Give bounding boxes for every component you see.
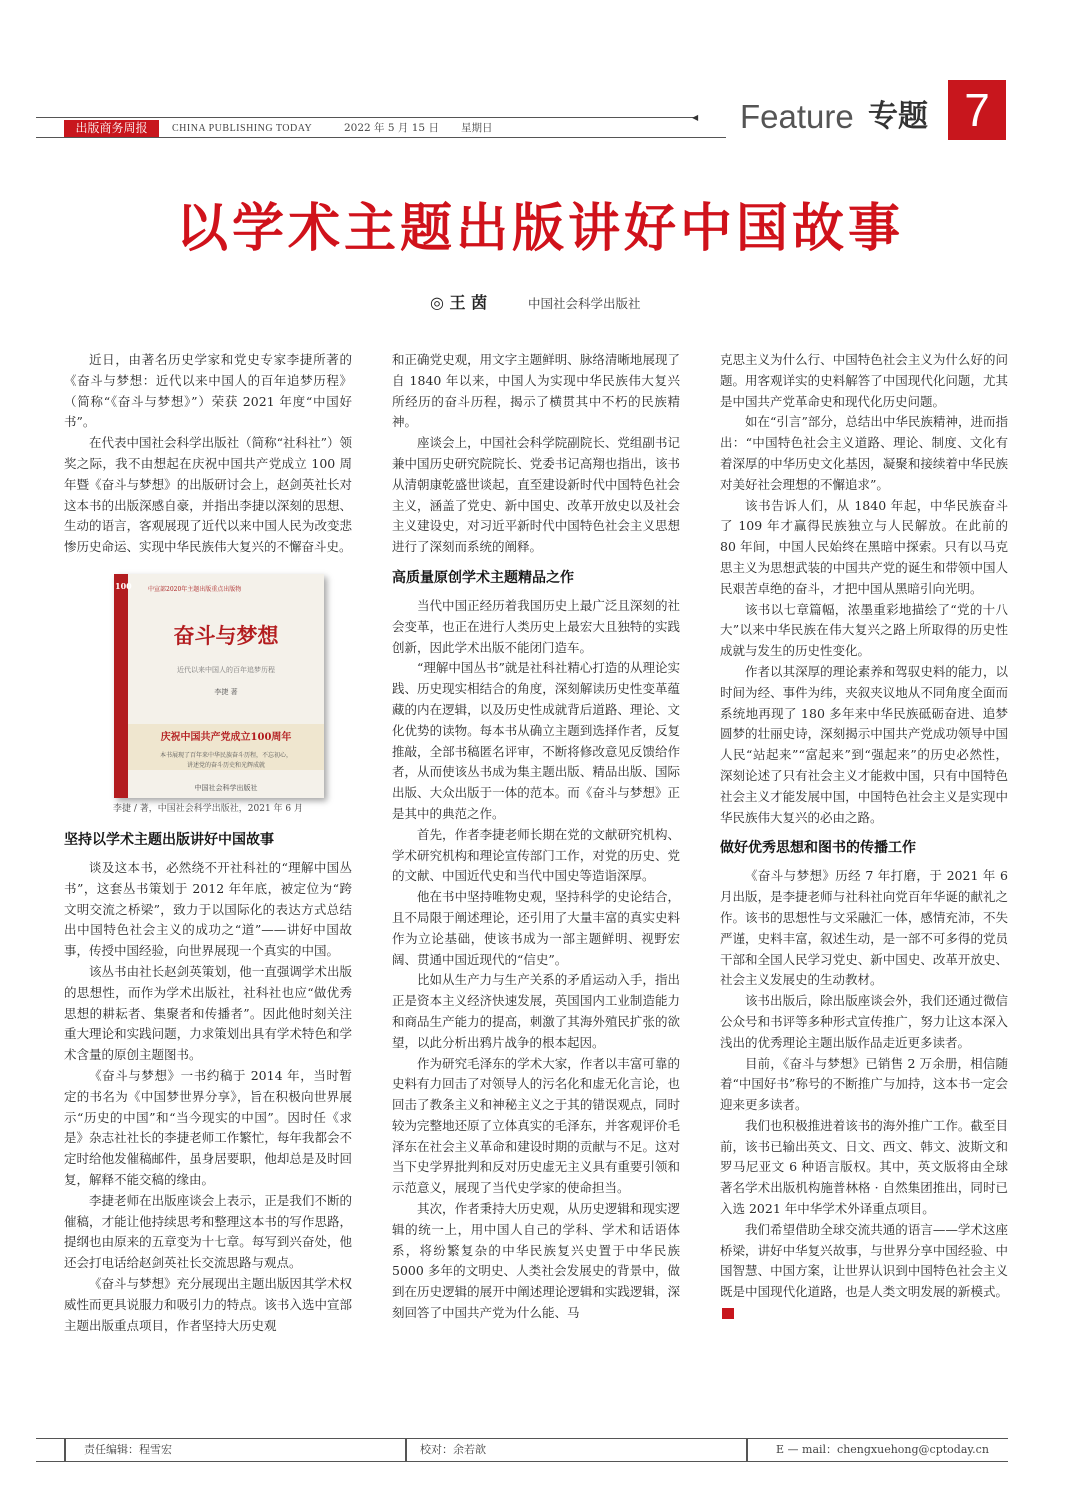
article-title: 以学术主题出版讲好中国故事: [175, 199, 904, 259]
issue-weekday: 星期日: [461, 122, 493, 134]
paragraph-text: 我们希望借助全球交流共通的语言——学术这座桥梁，讲好中华复兴故事，与世界分享中国经验、中国智慧、中国方案，让世界认识到中国特色社会主义既是中国现代化道路，也是人类文明发展的新模式。: [720, 1221, 1008, 1300]
newspaper-brand: 出版商务周报: [64, 120, 159, 137]
paragraph: 《奋斗与梦想》历经 7 年打磨，于 2021 年 6 月出版，是李捷老师与社科社向党百年华诞的献礼之作。该书的思想性与文采融汇一体，感情充沛，不失严谨，史料丰富，叙述生动，是一部不可多得的党员干部和全国人民学习党史、新中国史、改革开放史、社会主义发展史的生动教材。: [720, 868, 1008, 988]
header-rule-top: [36, 117, 696, 118]
article-column-3: [720, 350, 1008, 1324]
header-rule-bottom: [36, 137, 726, 138]
footer-divider: [746, 1438, 748, 1462]
footer-rule-top: [36, 1438, 1008, 1439]
paragraph: 该丛书由社长赵剑英策划，他一直强调学术出版的思想性，而作为学术出版社，社科社也应“做优秀思想的耕耘者、集聚者和传播者”。因此他时刻关注重大理论和实践问题，力求策划出具有学术特色和学术含量的原创主题图书。: [64, 963, 352, 1063]
footer-proofreader: 校对：余若歆: [420, 1443, 486, 1456]
paragraph: 目前，《奋斗与梦想》已销售 2 万余册，相信随着“中国好书”称号的不断推广与加持，这本书一定会迎来更多读者。: [720, 1055, 1008, 1113]
cover-author: 李捷 著: [214, 687, 238, 696]
paragraph: 和正确党史观，用文字主题鲜明、脉络清晰地展现了自 1840 年以来，中国人为实现中华民族伟大复兴所经历的奋斗历程，揭示了横贯其中不朽的民族精神。: [392, 352, 680, 430]
paragraph: 当代中国正经历着我国历史上最广泛且深刻的社会变革，也正在进行人类历史上最宏大且独特的实践创新，因此学术出版不能闭门造车。: [392, 597, 680, 655]
paragraph: 在代表中国社会科学出版社（简称“社科社”）领奖之际，我不由想起在庆祝中国共产党成立 100 周年暨《奋斗与梦想》的出版研讨会上，赵剑英社长对这本书的出版深感自豪，并指出李捷以深刻的思想、生动的语言，客观展现了近代以来中国人民为改变悲惨历史命运、实现中华民族伟大复兴的不懈奋斗史。: [64, 435, 352, 555]
paragraph: 该书出版后，除出版座谈会外，我们还通过微信公众号和书评等多种形式宣传推广，努力让这本深入浅出的优秀理论主题出版作品走近更多读者。: [720, 993, 1008, 1050]
article-column-2: [392, 350, 680, 1324]
paragraph: 座谈会上，中国社会科学院副院长、党组副书记兼中国历史研究院院长、党委书记高翔也指出，该书从清朝康乾盛世谈起，直至建设新时代中国特色社会主义，涵盖了党史、新中国史、改革开放史以及社会主义建设史，对习近平新时代中国特色社会主义思想进行了深刻而系统的阐释。: [392, 435, 680, 555]
paragraph: 比如从生产力与生产关系的矛盾运动入手，指出正是资本主义经济快速发展，英国国内工业制造能力和商品生产能力的提高，刺激了其海外殖民扩张的欲望，以此分析出鸦片战争的根本起因。: [392, 972, 680, 1050]
paragraph: 谈及这本书，必然绕不开社科社的“理解中国丛书”，这套丛书策划于 2012 年年底，被定位为“跨文明交流之桥梁”，致力于以国际化的表达方式总结出中国特色社会主义的成功之“道”——讲好中国故事，传授中国经验，向世界展现一个真实的中国。: [64, 859, 352, 959]
paragraph: 克思主义为什么行、中国特色社会主义为什么好的问题。用客观详实的史料解答了中国现代化问题，尤其是中国共产党革命史和现代化历史问题。: [720, 352, 1008, 409]
section-label-en: Feature: [740, 98, 854, 135]
article-column-1: [64, 350, 352, 1336]
book-cover-figure: [64, 570, 352, 820]
article-end-icon: [722, 1308, 734, 1319]
article-author-org: 中国社会科学出版社: [528, 296, 641, 311]
section-heading: 坚持以学术主题出版讲好中国故事: [64, 831, 274, 848]
paragraph: 李捷老师在出版座谈会上表示，正是我们不断的催稿，才能让他持续思考和整理这本书的写作思路，提纲也由原来的五章变为十七章。每写到兴奋处，他还会打电话给赵剑英社长交流思路与观点。: [64, 1192, 352, 1271]
paragraph: 其次，作者秉持大历史观，从历史逻辑和现实逻辑的统一上，用中国人自己的学科、学术和话语体系，将纷繁复杂的中华民族复兴史置于中华民族 5000 多年的文明史、人类社会发展史的背景中，做到在历史逻辑的展开中阐述理论逻辑和实践逻辑，深刻回答了中国共产党为什么能、马: [392, 1201, 680, 1321]
cover-publisher: 中国社会科学出版社: [194, 783, 258, 792]
arrow-left-icon: ◀: [692, 113, 699, 122]
issue-date: 2022 年 5 月 15 日: [344, 122, 439, 134]
paragraph: 近日，由著名历史学家和党史专家李捷所著的《奋斗与梦想：近代以来中国人的百年追梦历程》（简称“《奋斗与梦想》”）荣获 2021 年度“中国好书”。: [64, 352, 352, 430]
paragraph: 他在书中坚持唯物史观，坚持科学的史论结合，且不局限于阐述理论，还引用了大量丰富的真实史料作为立论基础，使该书成为一部主题鲜明、视野宏阔、贯通中国近现代的“信史”。: [392, 889, 680, 967]
figure-caption: 李捷 / 著，中国社会科学出版社，2021 年 6 月: [113, 803, 303, 814]
centenary-logo-icon: 100: [115, 580, 132, 591]
cover-small-text: 中宣部2020年主题出版重点出版物: [148, 585, 242, 593]
book-cover-image: [114, 574, 324, 798]
cover-banner-text: 庆祝中国共产党成立100周年: [160, 731, 292, 743]
section-label-cn: 专题: [868, 99, 928, 134]
section-heading: 高质量原创学术主题精品之作: [392, 569, 574, 586]
cover-blurb-line: 讲述党的奋斗历史和光辉成就: [186, 761, 265, 769]
paragraph: 我们也积极推进着该书的海外推广工作。截至目前，该书已输出英文、日文、西文、韩文、波斯文和罗马尼亚文 6 种语言版权。其中，英文版将由全球著名学术出版机构施普林格 · 自然集团推出，同时已入选 2021 年中华学术外译重点项目。: [720, 1117, 1008, 1217]
section-heading: 做好优秀思想和图书的传播工作: [720, 840, 916, 857]
paragraph: 《奋斗与梦想》一书约稿于 2014 年，当时暂定的书名为《中国梦世界分享》，旨在积极向世界展示“历史的中国”和“当今现实的中国”。因时任《求是》杂志社社长的李捷老师工作繁忙，每年我都会不定时给他发催稿邮件，虽身居要职，他却总是及时回复，解释不能交稿的缘由。: [64, 1067, 352, 1187]
footer-divider: [405, 1438, 407, 1462]
footer-editor: 责任编辑：程雪宏: [84, 1443, 172, 1456]
paragraph: 作为研究毛泽东的学术大家，作者以丰富可靠的史料有力回击了对领导人的污名化和虚无化言论，也回击了教条主义和神秘主义之于其的错误观点，同时较为完整地还原了立体真实的毛泽东，并客观评价毛泽东在社会主义革命和建设时期的贡献与不足。这对当下史学界批判和反对历史虚无主义具有重要引领和示范意义，展现了当代史学家的使命担当。: [392, 1055, 680, 1196]
paragraph: 作者以其深厚的理论素养和驾驭史料的能力，以时间为经、事件为纬，夹叙夹议地从不同角度全面而系统地再现了 180 多年来中华民族砥砺奋进、追梦圆梦的壮丽史诗，深刻揭示中国共产党成功领导中国人民“站起来”“富起来”到“强起来”的历史必然性，深刻论述了只有社会主义才能救中国，只有中国特色社会主义才能发展中国，中国特色社会主义是实现中华民族伟大复兴的必由之路。: [720, 663, 1008, 825]
paragraph: 《奋斗与梦想》充分展现出主题出版因其学术权威性而更具说服力和吸引力的特点。该书入选中宣部主题出版重点项目，作者坚持大历史观: [64, 1275, 352, 1333]
footer-divider: [64, 1438, 66, 1462]
newspaper-brand-en: CHINA PUBLISHING TODAY: [172, 123, 313, 134]
paragraph: 如在“引言”部分，总结出中华民族精神，进而指出：“中国特色社会主义道路、理论、制度、文化有着深厚的中华历史文化基因，凝聚和接续着中华民族对美好社会理想的不懈追求”。: [720, 414, 1008, 492]
footer-rule-bottom: [36, 1461, 1008, 1462]
cover-subtitle: 近代以来中国人的百年追梦历程: [177, 665, 275, 674]
footer-email: E — mail：chengxuehong@cptoday.cn: [776, 1443, 989, 1456]
paragraph: 该书告诉人们，从 1840 年起，中华民族奋斗了 109 年才赢得民族独立与人民解放。在此前的 80 年间，中国人民始终在黑暗中探索。只有以马克思主义为思想武装的中国共产党的诞生和带领中国人民艰苦卓绝的奋斗，才把中国从黑暗引向光明。: [720, 497, 1008, 596]
page-number: 7: [948, 80, 1006, 140]
cover-blurb-line: 本书展现了百年来中华民族奋斗历程，不忘初心，: [159, 751, 292, 759]
paragraph: 该书以七章篇幅，浓墨重彩地描绘了“党的十八大”以来中华民族在伟大复兴之路上所取得的历史性成就与发生的历史性变化。: [720, 601, 1008, 659]
paragraph: [720, 1220, 1008, 1324]
paragraph: “理解中国丛书”就是社科社精心打造的从理论实践、历史现实相结合的角度，深刻解读历史性变革蕴藏的内在逻辑，以及历史性成就背后道路、理论、文化优势的读物。每本书从确立主题到选择作者，反复推敲，全部书稿匿名评审，不断将修改意见反馈给作者，从而使该丛书成为集主题出版、精品出版、国际出版、大众出版于一体的范本。而《奋斗与梦想》正是其中的典范之作。: [392, 660, 680, 821]
cover-title: 奋斗与梦想: [173, 622, 279, 648]
article-author: ◎ 王 茵: [430, 293, 488, 312]
paragraph: 首先，作者李捷老师长期在党的文献研究机构、学术研究机构和理论宣传部门工作，对党的历史、党的文献、中国近代史和当代中国史等造诣深厚。: [392, 826, 680, 884]
